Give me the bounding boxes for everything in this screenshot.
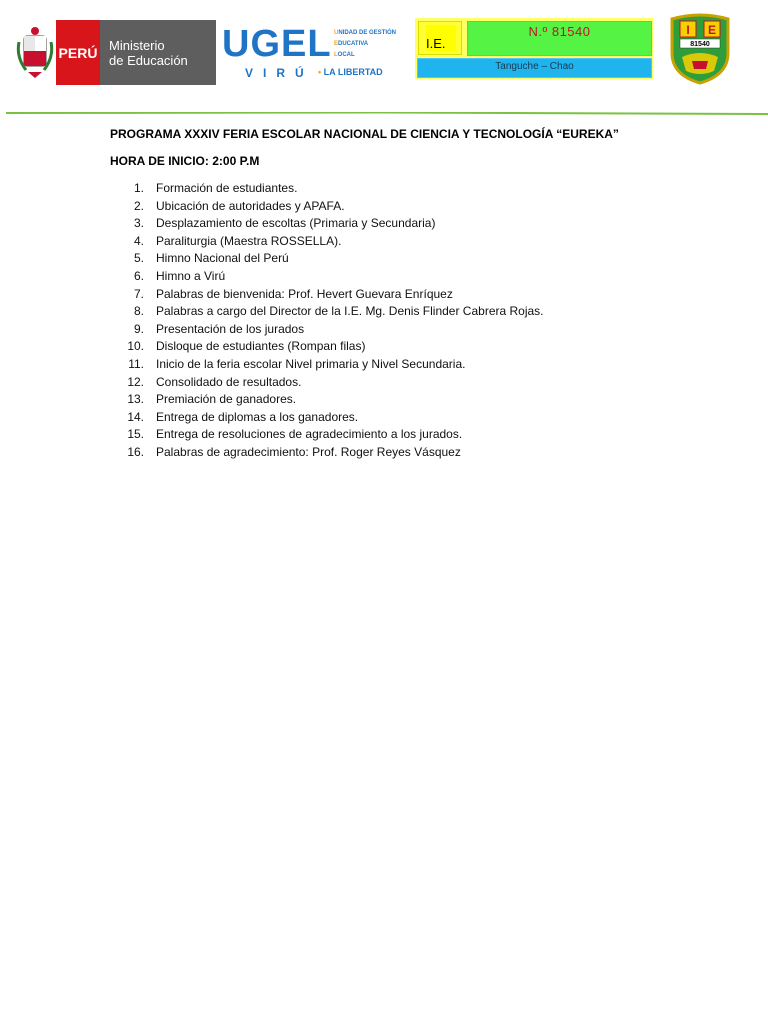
list-item-text: Palabras a cargo del Director de la I.E. Mg. Denis Flinder Cabrera Rojas.: [156, 304, 544, 319]
ugel-region-text: LA LIBERTAD: [323, 67, 383, 77]
ugel-region: [318, 67, 383, 77]
ministry-line2: de Educación: [109, 52, 188, 68]
list-item-number: 1.: [133, 181, 144, 195]
list-item-number: 8.: [133, 304, 144, 319]
shield-number: 81540: [690, 41, 710, 48]
list-item-number: 14.: [127, 409, 144, 424]
ugel-logo-text: UGEL: [222, 23, 332, 65]
list-item-text: Premiación de ganadores.: [156, 392, 297, 407]
list-item-number: 16.: [127, 444, 144, 459]
list-item-text: Consolidado de resultados.: [156, 374, 302, 389]
list-item-text: Entrega de diplomas a los ganadores.: [156, 409, 359, 424]
list-item-number: 9.: [133, 321, 144, 336]
ugel-sub-line: EDUCATIVA: [334, 41, 369, 47]
list-item-number: 11.: [128, 356, 144, 371]
peru-logo-text: PERÚ: [58, 44, 98, 61]
list-item-text: Palabras de agradecimiento: Prof. Roger Reyes Vásquez: [156, 444, 461, 459]
header-divider: [6, 112, 768, 115]
list-item-number: 10.: [127, 339, 144, 354]
program-title: PROGRAMA XXXIV FERIA ESCOLAR NACIONAL DE CIENCIA Y TECNOLOGÍA “EUREKA”: [110, 127, 619, 141]
ie-label: I.E.: [426, 25, 456, 51]
list-item-text: Presentación de los jurados: [156, 321, 305, 336]
ie-number: N.º 81540: [528, 24, 591, 39]
list-item-number: 6.: [133, 268, 144, 283]
list-item-number: 3.: [133, 216, 144, 231]
ugel-sub-line: UNIDAD DE GESTIÓN: [334, 30, 397, 36]
list-item-text: Disloque de estudiantes (Rompan filas): [156, 339, 366, 354]
list-item-number: 2.: [133, 198, 144, 213]
start-time: HORA DE INICIO: 2:00 P.M: [110, 154, 260, 168]
list-item-text: Entrega de resoluciones de agradecimiento a los jurados.: [156, 427, 463, 442]
ugel-sub-line: LOCAL: [334, 52, 355, 58]
list-item-number: 13.: [127, 392, 144, 407]
ugel-subtitle: [334, 28, 396, 61]
list-item-number: 4.: [133, 233, 144, 248]
list-item-text: Himno Nacional del Perú: [156, 251, 289, 266]
list-item-text: Formación de estudiantes.: [156, 181, 298, 195]
list-item-text: Himno a Virú: [156, 268, 226, 283]
ugel-dot-icon: •: [318, 67, 322, 77]
ministry-logo: [100, 20, 216, 85]
list-item-number: 7.: [133, 286, 144, 301]
list-item-number: 15.: [127, 427, 144, 442]
list-item-text: Paraliturgia (Maestra ROSSELLA).: [156, 233, 342, 248]
list-item-text: Desplazamiento de escoltas (Primaria y Secundaria): [156, 216, 436, 231]
list-item-text: Palabras de bienvenida: Prof. Hevert Guevara Enríquez: [156, 286, 453, 301]
shield-letter-i: I: [686, 23, 690, 37]
school-shield-icon: [668, 13, 732, 85]
peru-coat-of-arms-icon: [16, 22, 54, 82]
shield-letter-e: E: [707, 23, 717, 37]
peru-logo: [56, 20, 100, 85]
list-item-number: 5.: [133, 251, 144, 266]
list-item-text: Ubicación de autoridades y APAFA.: [156, 198, 345, 213]
list-item-text: Inicio de la feria escolar Nivel primaria y Nivel Secundaria.: [156, 356, 466, 371]
ie-location: Tanguche – Chao: [495, 61, 574, 72]
ugel-city: VIRÚ: [245, 66, 314, 80]
list-item-number: 12.: [127, 374, 144, 389]
ministry-line1: Ministerio: [109, 37, 165, 53]
